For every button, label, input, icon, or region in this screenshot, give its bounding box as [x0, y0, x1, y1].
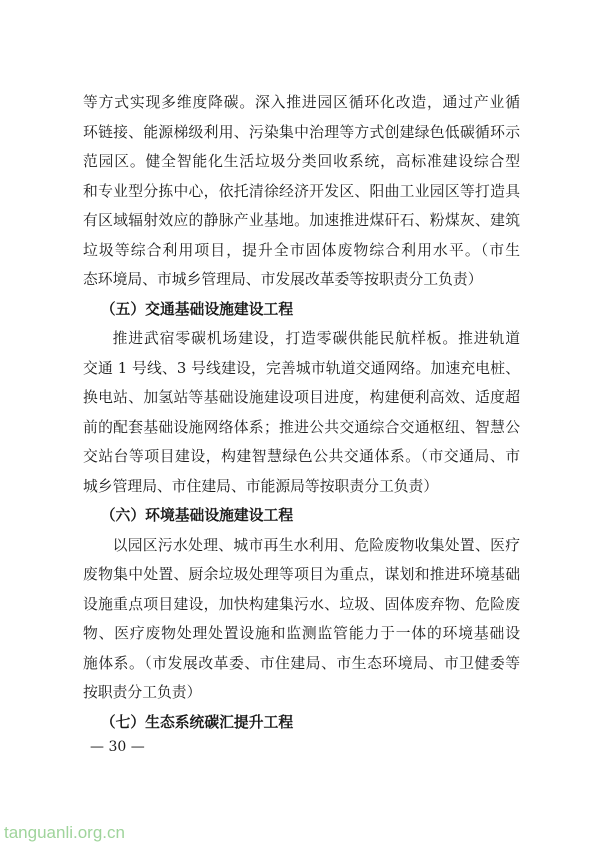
paragraph-line: 城乡管理局、市住建局、市能源局等按职责分工负责）	[83, 477, 439, 495]
watermark: tanguanli.org.cn	[4, 823, 125, 842]
section-heading: （六）环境基础设施建设工程	[100, 507, 294, 524]
paragraph-line: 范园区。健全智能化生活垃圾分类回收系统，高标准建设综合型	[83, 153, 520, 170]
paragraph-line: 等方式实现多维度降碳。深入推进园区循环化改造，通过产业循	[83, 94, 520, 111]
paragraph-line: 交通 1 号线、3 号线建设，完善城市轨道交通网络。加速充电桩、	[83, 359, 520, 377]
paragraph-line: 推进武宿零碳机场建设，打造零碳供能民航样板。推进轨道	[112, 330, 520, 347]
section-heading: （五）交通基础设施建设工程	[100, 300, 294, 318]
paragraph-line: 施体系。（市发展改革委、市住建局、市生态环境局、市卫健委等	[83, 654, 520, 672]
body-text	[83, 88, 520, 737]
paragraph-line: 废物集中处置、厨余垃圾处理等项目为重点，谋划和推进环境基础	[83, 566, 520, 583]
paragraph-line: 物、医疗废物处理处置设施和监测监管能力于一体的环境基础设	[83, 625, 520, 642]
paragraph-line: 换电站、加氢站等基础设施建设项目进度，构建便利高效、适度超	[83, 389, 520, 406]
page-number: — 30 —	[90, 739, 145, 755]
section-heading: （七）生态系统碳汇提升工程	[100, 713, 294, 731]
paragraph-line: 按职责分工负责）	[83, 684, 202, 701]
paragraph-line: 以园区污水处理、城市再生水利用、危险废物收集处置、医疗	[112, 536, 520, 554]
paragraph-line: 交站台等项目建设，构建智慧绿色公共交通体系。（市交通局、市	[83, 448, 520, 465]
paragraph-line: 垃圾等综合利用项目，提升全市固体废物综合利用水平。（市生	[83, 241, 520, 259]
paragraph-line: 和专业型分拣中心，依托清徐经济开发区、阳曲工业园区等打造具	[83, 182, 520, 200]
paragraph-line: 前的配套基础设施网络体系；推进公共交通综合交通枢纽、智慧公	[83, 418, 520, 436]
paragraph-line: 设施重点项目建设，加快构建集污水、垃圾、固体废弃物、危险废	[83, 595, 520, 613]
paragraph-line: 环链接、能源梯级利用、污染集中治理等方式创建绿色低碳循环示	[83, 123, 520, 141]
paragraph-line: 态环境局、市城乡管理局、市发展改革委等按职责分工负责）	[83, 271, 483, 288]
paragraph-line: 有区域辐射效应的静脉产业基地。加速推进煤矸石、粉煤灰、建筑	[83, 212, 520, 229]
